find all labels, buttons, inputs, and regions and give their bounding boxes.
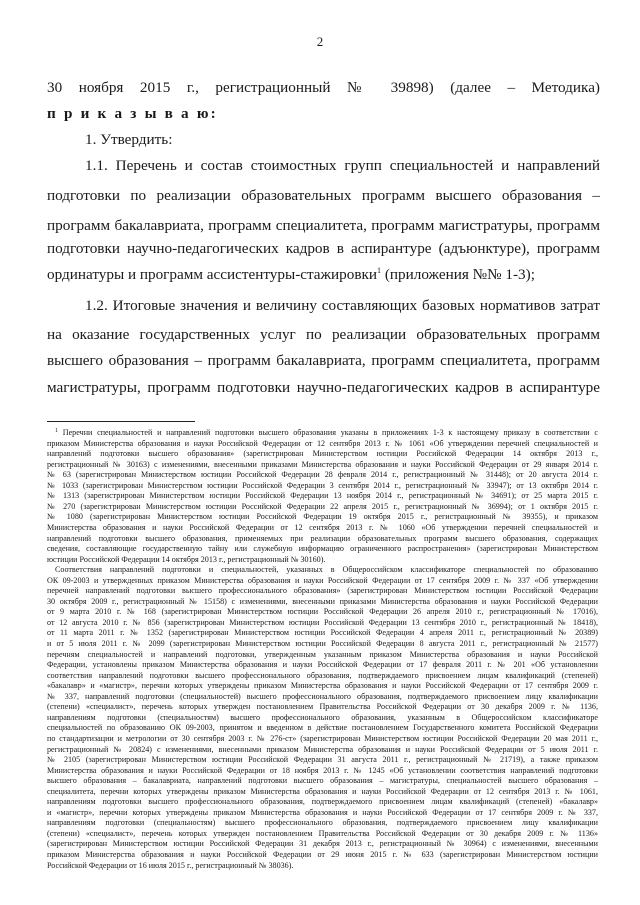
footnote-text: юстиции Российской Федерации 14 октября 2013 г., регистрационный № 30160).	[47, 554, 326, 564]
footnote-text: (степени) «специалист», перечень которых утвержден постановлением Правительства Российской Федерации от 30 декабря 2009 г. № 1136,	[47, 702, 598, 712]
footnote-text: и «магистр», перечни которых утверждены приказом Министерства образования и науки Российской Федерации от 17 сентября 2009 г. № 337,	[47, 807, 598, 817]
footnote-text: и от 5 июля 2011 г. № 2099 (зарегистрирован Министерством юстиции Российской Федерации 8 августа 2011 г., регистрационный № 21577)	[47, 639, 598, 648]
footnote-line	[47, 460, 598, 471]
body-line: высшего образования – программ бакалавриата, программ специалитета, программ	[47, 352, 600, 369]
footnote-text: Российской Федерации от 16 июля 2015 г., регистрационный № 38036).	[47, 860, 294, 870]
body-line: на оказание государственных услуг по реализации образовательных программ	[47, 326, 600, 343]
footnote-line	[47, 544, 598, 555]
body-line: подготовки научно-педагогических кадров в аспирантуре (адъюнктуре), программ	[47, 240, 600, 257]
footnote-line	[47, 797, 598, 808]
footnote-line	[47, 671, 598, 682]
footnote-text: направлениям подготовки (специальностям) высшего профессионального образования, подтверждаемого присвоением лицу квалификации	[47, 818, 598, 828]
footnote-line	[47, 850, 598, 861]
footnote-text: приказом Министерства образования и науки Российской Федерации от 12 сентября 2013 г. № 1061 «Об утверждении перечней специальностей и	[47, 438, 598, 448]
footnote-line	[47, 650, 598, 661]
footnote-line	[47, 470, 598, 481]
footnote-text: от 12 августа 2010 г. № 856 (зарегистрирован Министерством юстиции Российской Федерации 13 сентября 2010 г., регистрационный № 18418),	[47, 617, 598, 627]
footnote-line	[47, 702, 598, 713]
footnote-line	[47, 829, 598, 840]
body-line: подготовки по реализации образовательных программ высшего образования –	[47, 187, 600, 204]
footnote-line	[47, 481, 598, 492]
item-1-heading: 1. Утвердить:	[85, 131, 173, 148]
footnote-line	[47, 818, 598, 829]
footnote-text: высшего образования – бакалавриата, направлений подготовки высшего образования – магистратуры, специальностей высшего образования –	[47, 776, 598, 786]
footnote-text: № 63 (зарегистрирован Министерством юстиции Российской Федерации 28 февраля 2014 г., регистрационный № 31448); от 20 августа 2014 г.	[47, 470, 598, 480]
footnote-line	[47, 713, 598, 724]
footnote-text: от 9 марта 2010 г. № 168 (зарегистрирован Министерством юстиции Российской Федерации 26 апреля 2010 г., регистрационный № 17016),	[47, 607, 598, 617]
footnote-text: сведения, составляющие государственную тайну или служебную информацию ограниченного распространения» (зарегистрирован Министерством	[47, 544, 598, 554]
body-line: 1.1. Перечень и состав стоимостных групп специальностей и направлений	[85, 157, 600, 174]
footnote-text: (степени) «специалист», перечень которых утвержден постановлением Правительства Российской Федерации от 30 декабря 2009 г. № 1136»	[47, 828, 598, 838]
footnote-line	[47, 723, 598, 734]
footnote-ref: 1	[377, 266, 382, 275]
footnote-line	[47, 607, 598, 618]
body-line-text: (приложения №№ 1-3);	[384, 266, 535, 283]
footnote-line	[47, 861, 598, 872]
footnote-line	[47, 787, 598, 798]
footnote-text: Соответствия направлений подготовки и специальностей, указанных в Общероссийском классификаторе специальностей по образованию	[55, 565, 598, 575]
footnote-line	[47, 628, 598, 639]
footnote-line	[47, 597, 598, 608]
footnote-line	[47, 555, 598, 566]
footnote-line	[47, 692, 598, 703]
footnote-line	[47, 449, 598, 460]
footnote-line	[47, 660, 598, 671]
footnote-line	[47, 523, 598, 534]
footnote-text: Перечни специальностей и направлений подготовки высшего образования указаны в приложениях 1-3 к настоящему приказу в соответствии с	[62, 428, 598, 437]
body-line: 1.2. Итоговые значения и величину составляющих базовых нормативов затрат	[85, 297, 600, 314]
footnote-text: перечней направлений подготовки высшего профессионального образования» (зарегистрирован Министерством юстиции Российской Федерации	[47, 586, 598, 596]
footnote-text: специалитета, перечни которых утверждены приказом Министерства образования и науки Российской Федерации от 12 сентября 2013 г. № 1061,	[47, 786, 598, 796]
footnote-line	[47, 734, 598, 745]
footnote-line	[55, 565, 598, 576]
footnote-text: № 1313 (зарегистрирован Министерством юстиции Российской Федерации 13 ноября 2014 г., регистрационный № 34691); от 25 марта 2015 г.	[47, 491, 598, 501]
footnote-text: направлений подготовки высшего образования» (зарегистрирован Министерством юстиции Российской Федерации 14 октября 2013 г.,	[47, 449, 598, 459]
footnote-line	[47, 512, 598, 523]
footnote-line	[55, 428, 598, 439]
footnote-line	[47, 745, 598, 756]
body-line: программ бакалавриата, программ специалитета, программ магистратуры, программ	[47, 217, 600, 234]
order-word: п р и к а з ы в а ю:	[47, 105, 218, 122]
footnote-text: Федерации, установлены приказом Министерства образования и науки Российской Федерации от 17 февраля 2011 г. № 201 «Об установлении	[47, 660, 598, 670]
footnote-marker: 1	[55, 428, 58, 434]
footnote-line	[47, 491, 598, 502]
footnote-text: от 11 марта 2011 г. № 1352 (зарегистрирован Министерством юстиции Российской Федерации 4 апреля 2011 г., регистрационный № 20389)	[47, 628, 598, 638]
body-line-with-footnote	[47, 266, 600, 284]
footnote-line	[47, 639, 598, 650]
footnote-text: направлений подготовки высшего образования, применяемых при реализации образовательных программ высшего образования, содержащих	[47, 533, 598, 543]
footnote-text: № 270 (зарегистрирован Министерством юстиции Российской Федерации 22 апреля 2015 г., регистрационный № 36994); от 1 октября 2015 г.	[47, 501, 598, 511]
footnote-line	[47, 839, 598, 850]
footnote-text: регистрационный № 30163) с изменениями, внесенными приказами Министерства образования и науки Российской Федерации от 29 января 2014 г.	[47, 459, 598, 469]
page-number: 2	[316, 34, 324, 49]
footnote-text: (зарегистрирован Министерством юстиции Российской Федерации 31 декабря 2013 г., регистрационный № 30964) с изменениями, внесенными	[47, 839, 598, 849]
footnote-text: № 2105 (зарегистрирован Министерством юстиции Российской Федерации 31 августа 2011 г., регистрационный № 21719), а также приказом	[47, 755, 598, 765]
footnote-text: Министерства образования и науки Российской Федерации от 12 сентября 2013 г. № 1060 «Об утверждении перечней специальностей и	[47, 522, 598, 532]
footnote-text: перечням специальностей и направлений подготовки, утвержденным указанным приказом Министерства образования и науки Российской	[47, 649, 598, 659]
footnote-text: регистрационный № 20824) с изменениями, внесенными приказом Министерства образования и науки Российской Федерации от 5 июля 2011 г.	[47, 744, 598, 754]
footnote-text: № 1033 (зарегистрирован Министерством юстиции Российской Федерации 3 сентября 2014 г., регистрационный № 33947); от 13 октября 2014 г.	[47, 480, 598, 490]
body-line: магистратуры, программ подготовки научно-педагогических кадров в аспирантуре	[47, 379, 600, 396]
footnote-text: Министерства образования и науки Российской Федерации от 18 ноября 2013 г. № 1245 «Об установлении соответствия направлений подготовки	[47, 765, 598, 775]
footnote-line	[47, 618, 598, 629]
footnote-line	[47, 439, 598, 450]
footnote-text: направлениям подготовки высшего профессионального образования, подтверждаемого присвоением лицам квалификаций (степеней) «бакалавр»	[47, 797, 598, 807]
body-line-text: ординатуры и программ ассистентуры-стажировки	[47, 266, 378, 283]
footnote-text: приказом Министерства образования и науки Российской Федерации от 29 июня 2015 г. № 633 (зарегистрирован Министерством юстиции	[47, 850, 598, 859]
footnote-line	[47, 808, 598, 819]
footnote-text: 30 октября 2009 г., регистрационный № 15158) с изменениями, внесенными приказами Министерства образования и науки Российской Федерации	[47, 596, 598, 606]
footnote-line	[47, 776, 598, 787]
footnote-line	[47, 534, 598, 545]
footnote-text: № 337, направлений подготовки (специальностей) высшего профессионального образования, подтверждаемого присвоением лицу квалификации	[47, 691, 598, 701]
body-line: 30 ноября 2015 г., регистрационный № 39898) (далее – Методика)	[47, 79, 600, 96]
footnote-text: направлениям подготовки (специальностям) высшего профессионального образования, указанным в Общероссийском классификаторе	[47, 712, 598, 722]
footnote-text: специальностей по образованию ОК 09-2003, принятом и введенном в действие постановлением Государственного комитета Российской Федерации	[47, 723, 598, 733]
footnote-separator	[47, 421, 195, 422]
footnote-text: по стандартизации и метрологии от 30 сентября 2003 г. № 276-ст» (зарегистрирован Министерством юстиции Российской Федерации 20 мая 2011 г.,	[47, 733, 598, 743]
footnote-text: соответствия направлений подготовки высшего профессионального образования, подтверждаемого присвоением лицам квалификаций (степеней)	[47, 670, 598, 680]
footnote-text: «бакалавр» и «магистр», перечни которых утверждены приказом Министерства образования и науки Российской Федерации от 17 сентября 2009 г.	[47, 681, 598, 691]
footnote-text: № 1080 (зарегистрирован Министерством юстиции Российской Федерации 19 октября 2015 г., регистрационный № 39355), и приказом	[47, 512, 598, 522]
footnote-line	[47, 576, 598, 587]
footnote-line	[47, 755, 598, 766]
footnote-line	[47, 681, 598, 692]
footnote-line	[47, 502, 598, 513]
footnote-text: ОК 09-2003 и утвержденных приказом Министерства образования и науки Российской Федерации от 17 сентября 2009 г. № 337 «Об утверждении	[47, 575, 598, 585]
footnote-line	[47, 586, 598, 597]
footnote-line	[47, 766, 598, 777]
